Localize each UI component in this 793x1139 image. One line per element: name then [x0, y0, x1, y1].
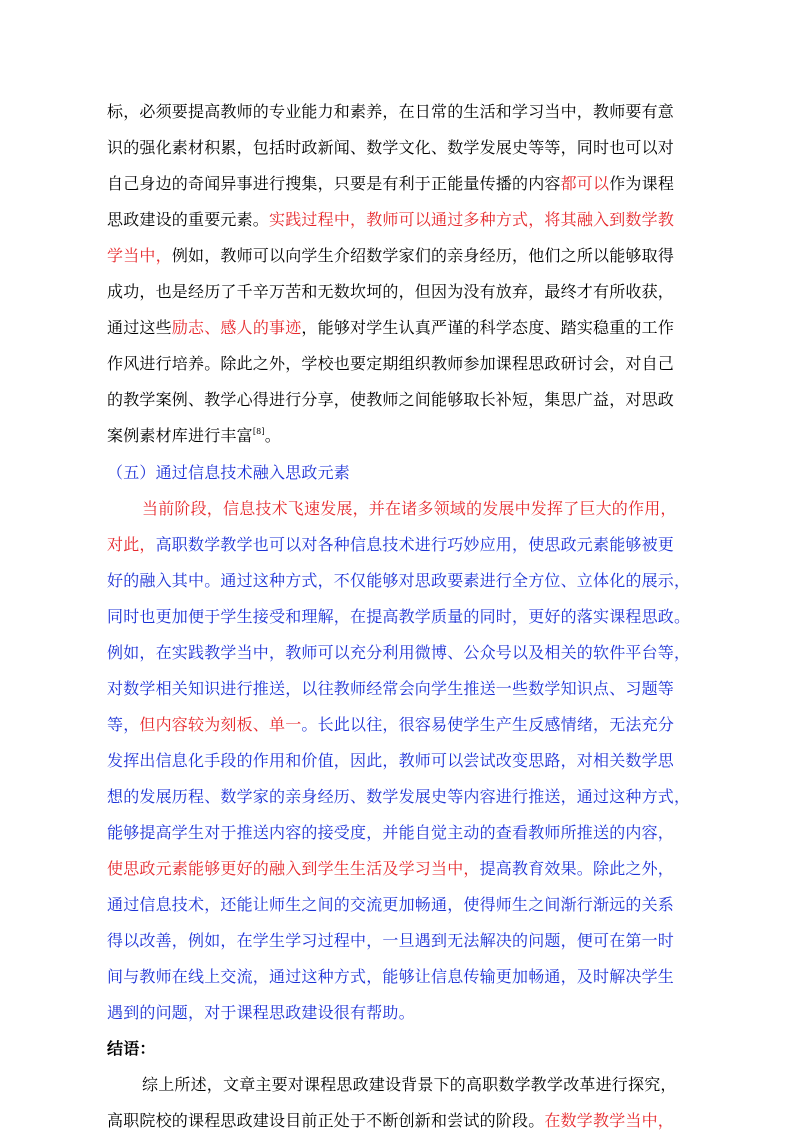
- text-run: 结语：: [107, 1039, 156, 1058]
- text-line: [107, 238, 687, 274]
- text-run: 等，: [107, 715, 140, 734]
- text-run: 当前阶段，信息技术飞速发展，并在诸多领域的发展中发挥了巨大的作用，: [142, 499, 677, 518]
- text-run: 高职院校的课程思政建设目前正处于不断创新和尝试的阶段。: [107, 1111, 545, 1130]
- text-run: ，能够对学生认真严谨的科学态度、踏实稳重的工作: [301, 318, 675, 337]
- text-line: [107, 382, 687, 418]
- section-heading: [107, 1031, 687, 1067]
- text-run: 。长此以往，很容易使学生产生反感情绪，无法充分: [301, 715, 675, 734]
- text-run: 。: [264, 426, 281, 445]
- text-run: 学当中，: [107, 246, 172, 265]
- text-run: 成功，也是经历了千辛万苦和无数坎坷的，但因为没有放弃，最终才有所收获，: [107, 282, 675, 301]
- text-line: [107, 455, 687, 491]
- text-run: 对数学相关知识进行推送，以往教师经常会向学生推送一些数学知识点、习题等: [107, 679, 675, 698]
- text-run: 想的发展历程、数学家的亲身经历、数学发展史等内容进行推送，通过这种方式，: [107, 787, 691, 806]
- text-line: [107, 527, 687, 563]
- text-line: [107, 707, 687, 743]
- text-line: [107, 743, 687, 779]
- text-line: [107, 959, 687, 995]
- text-line: [107, 671, 687, 707]
- text-run: 通过这些: [107, 318, 172, 337]
- text-line: [107, 779, 691, 815]
- text-run: 都可以: [560, 174, 610, 193]
- text-run: 但内容较为刻板、单一: [139, 715, 302, 734]
- text-line: [107, 563, 691, 599]
- text-run: 遇到的问题，对于课程思政建设很有帮助。: [107, 1003, 415, 1022]
- text-run: 间与教师在线上交流，通过这种方式，能够让信息传输更加畅通，及时解决学生: [107, 967, 675, 986]
- text-run: 思政建设的重要元素。: [107, 210, 270, 229]
- text-run: 在数学教学当中，: [544, 1111, 675, 1130]
- text-line: [107, 346, 687, 382]
- text-line: [107, 202, 687, 238]
- text-line: [107, 851, 687, 887]
- text-line: [107, 995, 687, 1031]
- text-run: 得以改善，例如，在学生学习过程中，一旦遇到无法解决的问题，便可在第一时: [107, 931, 675, 950]
- text-line: [142, 491, 687, 527]
- text-line: [107, 923, 687, 959]
- text-line: [107, 274, 687, 310]
- text-line: [142, 1067, 687, 1103]
- text-run: 识的强化素材积累，包括时政新闻、数学文化、数学发展史等等，同时也可以对: [107, 138, 675, 157]
- text-run: 例如，在实践教学当中，教师可以充分利用微博、公众号以及相关的软件平台等，: [107, 643, 691, 662]
- text-run: 的教学案例、教学心得进行分享，使教师之间能够取长补短，集思广益，对思政: [107, 390, 675, 409]
- text-line: [107, 418, 687, 454]
- text-run: 实践过程中，教师可以通过多种方式，将其融入到数学教: [269, 210, 675, 229]
- text-run: 通过信息技术，还能让师生之间的交流更加畅通，使得师生之间渐行渐远的关系: [107, 895, 675, 914]
- text-run: （五）通过信息技术融入思政元素: [107, 463, 351, 482]
- text-line: [107, 635, 691, 671]
- text-run: 提高教育效果。除此之外，: [479, 859, 675, 878]
- text-run: 发挥出信息化手段的作用和价值，因此，教师可以尝试改变思路，对相关数学思: [107, 751, 675, 770]
- text-run: 作风进行培养。除此之外，学校也要定期组织教师参加课程思政研讨会，对自己: [107, 354, 675, 373]
- text-line: [107, 1103, 687, 1139]
- text-run: 案例素材库进行丰富: [107, 426, 253, 445]
- text-run: 高职数学教学也可以对各种信息技术进行巧妙应用，使思政元素能够被更: [155, 535, 675, 554]
- text-run: 同时也更加便于学生接受和理解，在提高教学质量的同时，更好的落实课程思政。: [107, 607, 691, 626]
- text-run: 例如，教师可以向学生介绍数学家们的亲身经历，他们之所以能够取得: [171, 246, 675, 265]
- text-line: [107, 94, 687, 130]
- text-line: [107, 166, 687, 202]
- text-run: 励志、感人的事迹: [171, 318, 302, 337]
- text-line: [107, 887, 687, 923]
- text-run: 对此，: [107, 535, 156, 554]
- text-line: [107, 599, 691, 635]
- text-line: [107, 130, 687, 166]
- text-line: [107, 815, 687, 851]
- citation-superscript: [8]: [252, 427, 265, 436]
- text-run: 作为课程: [609, 174, 675, 193]
- text-run: 好的融入其中。通过这种方式，不仅能够对思政要素进行全方位、立体化的展示，: [107, 571, 691, 590]
- text-run: 综上所述，文章主要对课程思政建设背景下的高职数学教学改革进行探究，: [142, 1075, 677, 1094]
- text-line: [107, 310, 687, 346]
- text-run: 标，必须要提高教师的专业能力和素养，在日常的生活和学习当中，教师要有意: [107, 102, 675, 121]
- text-run: 自己身边的奇闻异事进行搜集，只要是有利于正能量传播的内容: [107, 174, 561, 193]
- text-run: 能够提高学生对于推送内容的接受度，并能自觉主动的查看教师所推送的内容，: [107, 823, 675, 842]
- text-run: 使思政元素能够更好的融入到学生生活及学习当中，: [107, 859, 480, 878]
